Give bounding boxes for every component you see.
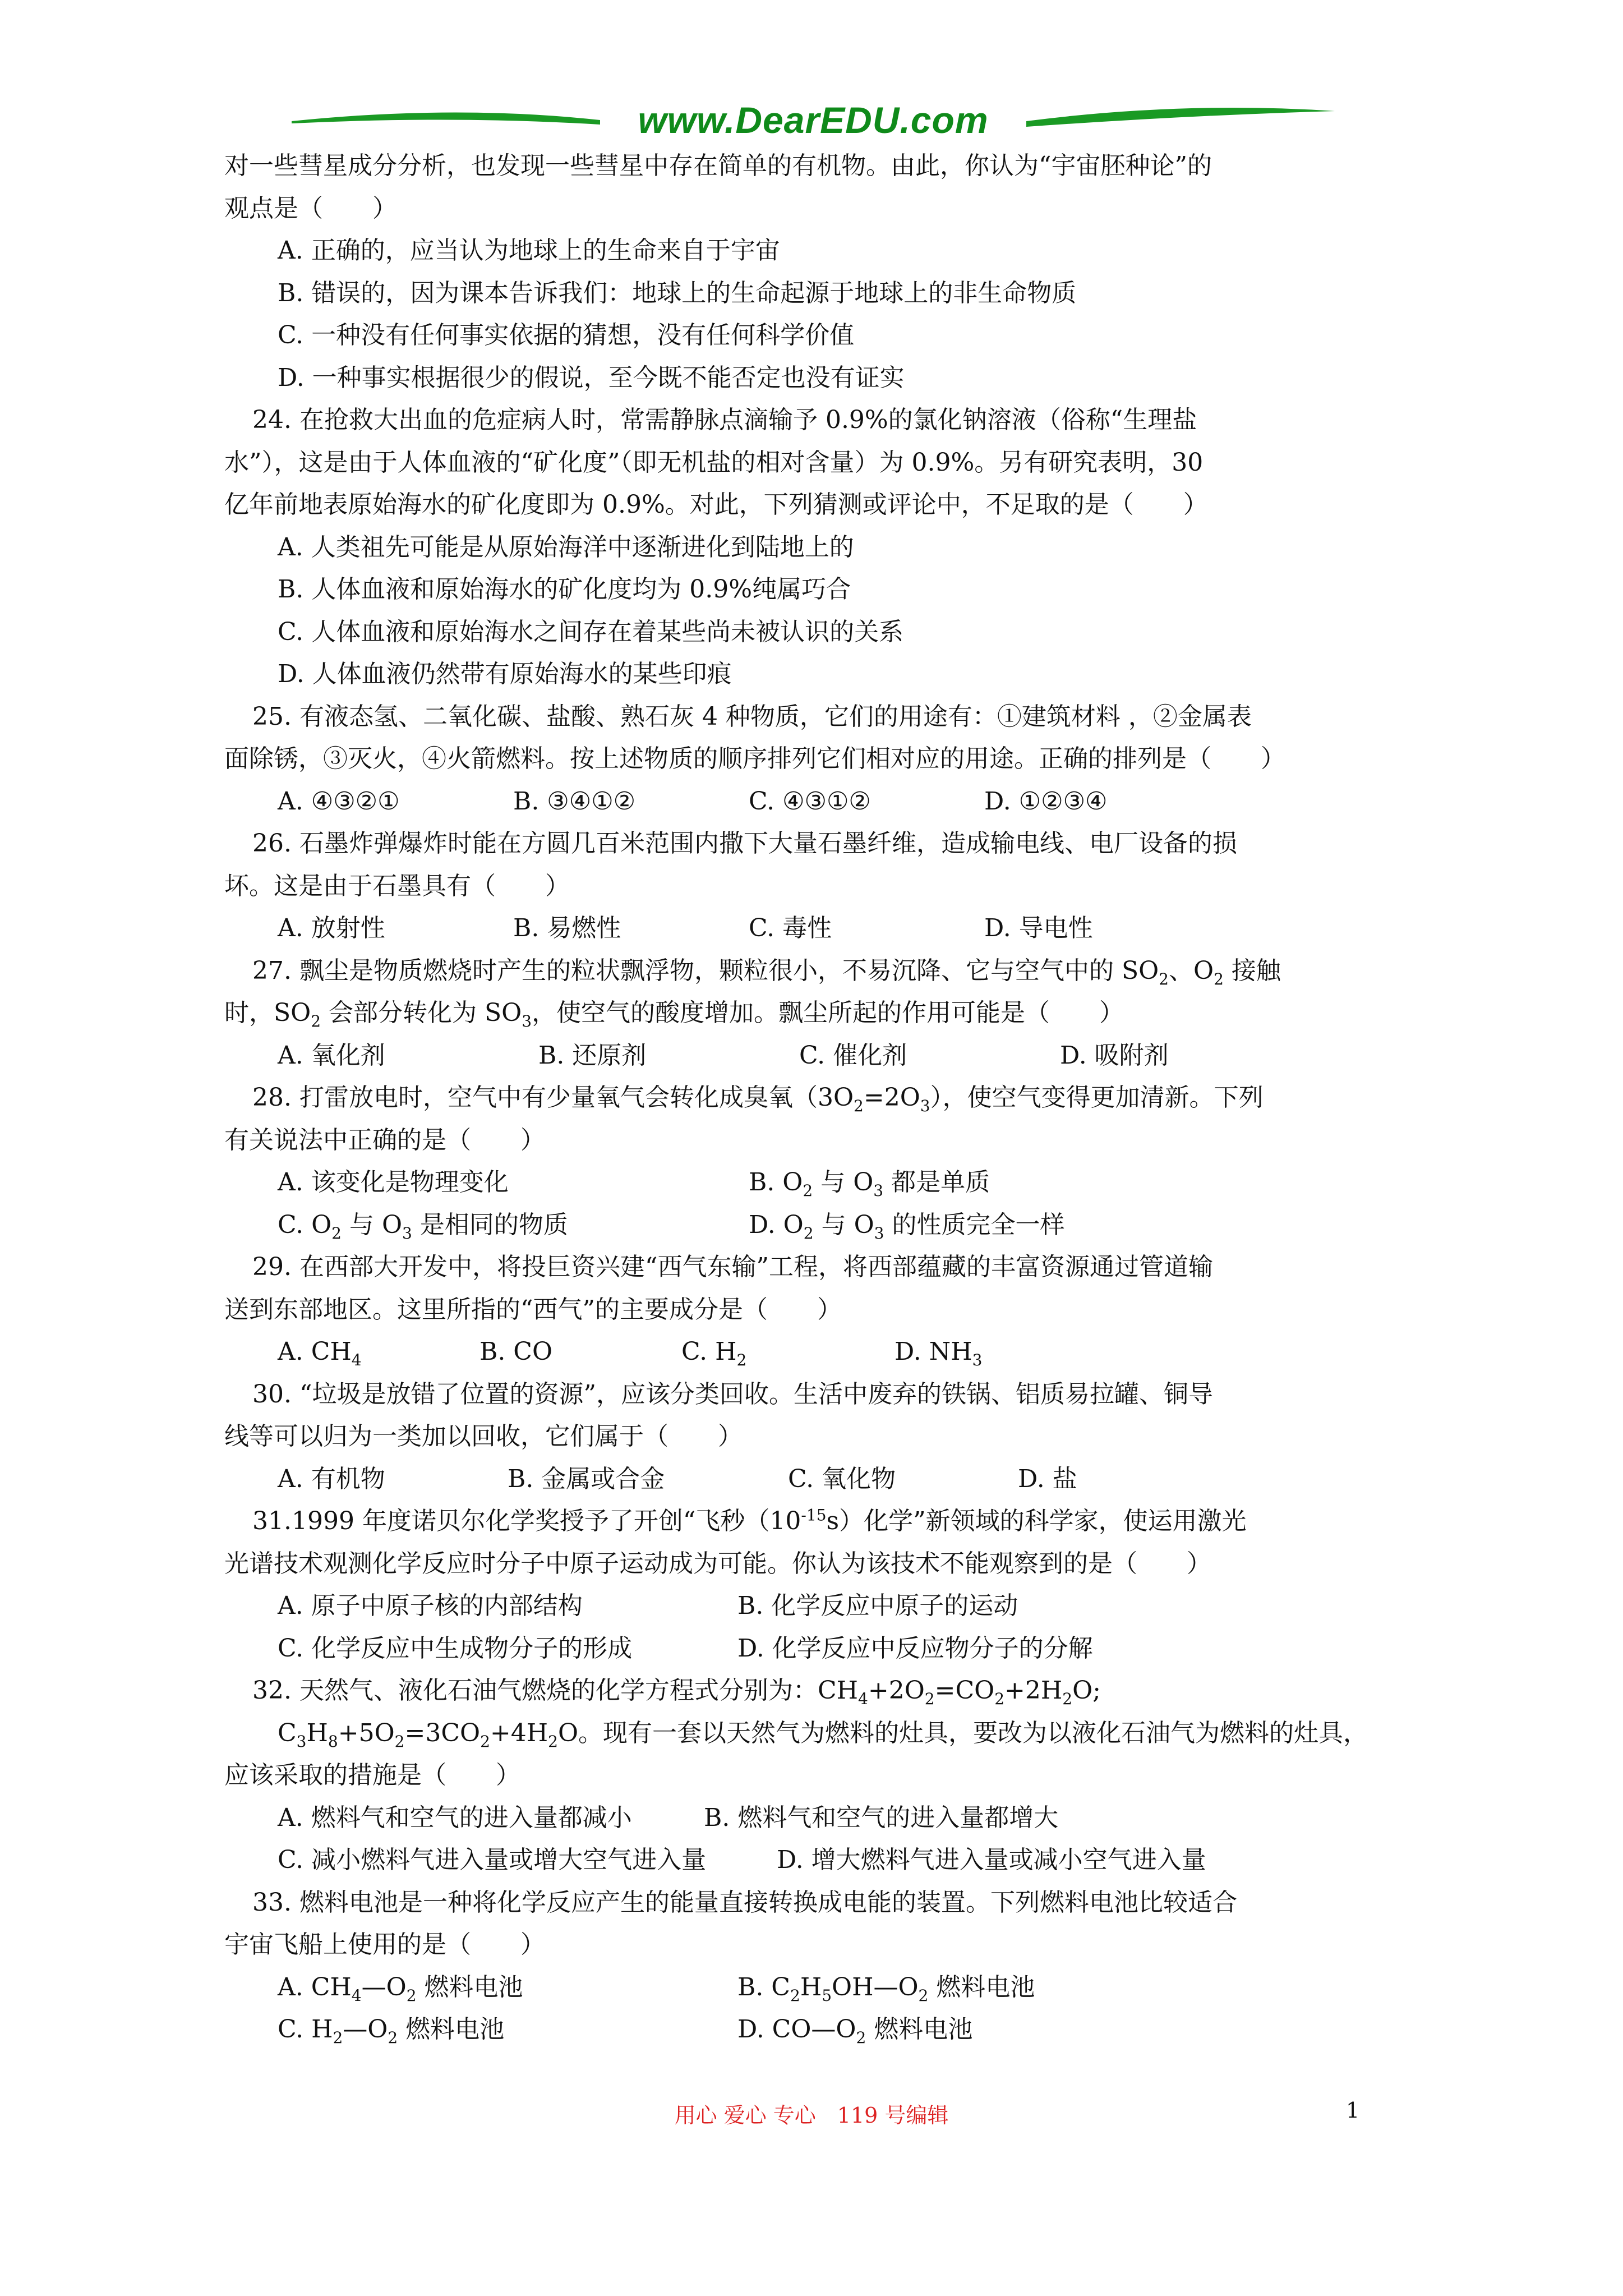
option: B. $C_2H_5OH—O_2$ 燃料电池 bbox=[737, 1972, 1035, 2005]
text-line: 坏。这是由于石墨具有（ ） bbox=[224, 871, 570, 900]
option: A. $CH_4$ bbox=[278, 1337, 362, 1369]
question-31: 31.1999 年度诺贝尔化学奖授予了开创“飞秒$(10^{-15}s)$化学”新领域的科学家，使运用激光 bbox=[252, 1506, 1247, 1535]
option: A. $CH_4—O_2$ 燃料电池 bbox=[278, 1972, 523, 2005]
option: D. $O_2$ 与 $O_3$ 的性质完全一样 bbox=[749, 1210, 1065, 1243]
options-row bbox=[224, 1966, 1408, 2009]
option: B. 金属或合金 bbox=[508, 1464, 665, 1493]
options-row bbox=[224, 907, 1408, 950]
option: B. 化学反应中原子的运动 bbox=[737, 1591, 1018, 1620]
option: D. 盐 bbox=[1018, 1464, 1077, 1493]
options-row bbox=[224, 1839, 1408, 1881]
text-line: 线等可以归为一类加以回收，它们属于（ ） bbox=[224, 1422, 743, 1451]
options-row bbox=[224, 1797, 1408, 1839]
option: C. 氧化物 bbox=[788, 1464, 896, 1493]
site-url: www.DearEDU.com bbox=[638, 99, 989, 141]
text-line: 时，$SO_2$ 会部分转化为 $SO_3$，使空气的酸度增加。飘尘所起的作用可能是（ ） bbox=[224, 999, 1124, 1030]
question-24: 24. 在抢救大出血的危症病人时，常需静脉点滴输予 0.9%的氯化钠溶液（俗称“生理盐 bbox=[252, 406, 1197, 434]
option: D. 增大燃料气进入量或减小空气进入量 bbox=[777, 1846, 1206, 1874]
question-27: 27. 飘尘是物质燃烧时产生的粒状飘浮物，颗粒很小，不易沉降、它与空气中的 $SO_2$、$O_2$ 接触 bbox=[252, 956, 1281, 988]
option: B. 还原剂 bbox=[538, 1041, 647, 1070]
text-line: 观点是（ ） bbox=[224, 194, 397, 223]
option: D. $CO—O_2$ 燃料电池 bbox=[737, 2015, 973, 2047]
option-line: B. 人体血液和原始海水的矿化度均为 0.9%纯属巧合 bbox=[278, 575, 851, 604]
text-line: $C_3H_8+5O_2=3CO_2+4H_2O$。现有一套以天然气为燃料的灶具，要改为以液化石油气为燃料的灶具， bbox=[278, 1718, 1368, 1751]
footer-credit: 用心 爱心 专心 119 号编辑 bbox=[674, 2103, 949, 2128]
option-line: A. 人类祖先可能是从原始海洋中逐渐进化到陆地上的 bbox=[278, 532, 854, 562]
question-30: 30. “垃圾是放错了位置的资源”，应该分类回收。生活中废弃的铁锅、铝质易拉罐、铜导 bbox=[252, 1379, 1213, 1409]
option-line: D. 一种事实根据很少的假说，至今既不能否定也没有证实 bbox=[278, 363, 905, 392]
option: A. 原子中原子核的内部结构 bbox=[278, 1591, 583, 1620]
option: C. 催化剂 bbox=[799, 1041, 907, 1070]
option: B. CO bbox=[479, 1337, 553, 1366]
options-row bbox=[224, 1161, 1408, 1204]
options-row bbox=[224, 1204, 1408, 1246]
option: A. 有机物 bbox=[278, 1464, 385, 1493]
options-row bbox=[224, 1585, 1408, 1627]
option: C. $H_2$ bbox=[681, 1337, 747, 1369]
option: C. 毒性 bbox=[749, 914, 832, 942]
question-33: 33. 燃料电池是一种将化学反应产生的能量直接转换成电能的装置。下列燃料电池比较适合 bbox=[252, 1888, 1237, 1917]
option: D. 导电性 bbox=[984, 914, 1093, 942]
options-row bbox=[224, 1331, 1408, 1373]
option: C. 化学反应中生成物分子的形成 bbox=[278, 1634, 633, 1663]
options-row bbox=[224, 1034, 1408, 1077]
option: A. 燃料气和空气的进入量都减小 bbox=[278, 1803, 632, 1832]
option-line: A. 正确的，应当认为地球上的生命来自于宇宙 bbox=[278, 236, 780, 265]
question-26: 26. 石墨炸弹爆炸时能在方圆几百米范围内撒下大量石墨纤维，造成输电线、电厂设备的损 bbox=[252, 829, 1237, 858]
options-row bbox=[224, 2008, 1408, 2051]
option: B. 燃料气和空气的进入量都增大 bbox=[704, 1803, 1059, 1832]
option: B. 易燃性 bbox=[513, 914, 621, 942]
option: B. $O_2$ 与 $O_3$ 都是单质 bbox=[749, 1168, 990, 1200]
option-line: C. 人体血液和原始海水之间存在着某些尚未被认识的关系 bbox=[278, 617, 904, 646]
option: B. ③④①② bbox=[513, 786, 636, 816]
option-line: C. 一种没有任何事实依据的猜想，没有任何科学价值 bbox=[278, 321, 855, 349]
text-line: 应该采取的措施是（ ） bbox=[224, 1761, 520, 1789]
site-banner bbox=[286, 99, 1340, 144]
question-25: 25. 有液态氢、二氧化碳、盐酸、熟石灰 4 种物质，它们的用途有：①建筑材料 ，②金属表 bbox=[252, 702, 1252, 731]
option: D. 吸附剂 bbox=[1060, 1041, 1169, 1070]
text-line: 亿年前地表原始海水的矿化度即为 0.9%。对此，下列猜测或评论中，不足取的是（ ） bbox=[224, 490, 1208, 519]
option: C. 减小燃料气进入量或增大空气进入量 bbox=[278, 1846, 707, 1874]
document-body bbox=[224, 145, 1408, 2051]
option-line: D. 人体血液仍然带有原始海水的某些印痕 bbox=[278, 660, 732, 688]
page-footer bbox=[0, 2098, 1623, 2132]
option: A. 氧化剂 bbox=[278, 1041, 385, 1070]
option: D. 化学反应中反应物分子的分解 bbox=[737, 1634, 1093, 1663]
question-32: 32. 天然气、液化石油气燃烧的化学方程式分别为：$CH_4+2O_2=CO_2+2H_2O$; bbox=[252, 1676, 1101, 1708]
option: D. $NH_3$ bbox=[895, 1337, 983, 1369]
text-line: 对一些彗星成分分析，也发现一些彗星中存在简单的有机物。由此，你认为“宇宙胚种论”的 bbox=[224, 151, 1212, 180]
option: C. $O_2$ 与 $O_3$ 是相同的物质 bbox=[278, 1210, 568, 1243]
question-29: 29. 在西部大开发中，将投巨资兴建“西气东输”工程，将西部蕴藏的丰富资源通过管道输 bbox=[252, 1253, 1213, 1281]
options-row bbox=[224, 780, 1408, 823]
option: C. $H_2—O_2$ 燃料电池 bbox=[278, 2015, 505, 2047]
text-line: 光谱技术观测化学反应时分子中原子运动成为可能。你认为该技术不能观察到的是（ ） bbox=[224, 1549, 1211, 1578]
options-row bbox=[224, 1458, 1408, 1501]
option: A. ④③②① bbox=[278, 786, 400, 816]
options-row bbox=[224, 1627, 1408, 1670]
text-line: 送到东部地区。这里所指的“西气”的主要成分是（ ） bbox=[224, 1295, 842, 1324]
option: A. 放射性 bbox=[278, 914, 385, 942]
page-number: 1 bbox=[1346, 2098, 1360, 2123]
text-line: 面除锈，③灭火，④火箭燃料。按上述物质的顺序排列它们相对应的用途。正确的排列是（ ） bbox=[224, 744, 1285, 773]
text-line: 有关说法中正确的是（ ） bbox=[224, 1125, 545, 1154]
text-line: 宇宙飞船上使用的是（ ） bbox=[224, 1930, 545, 1959]
question-28: 28. 打雷放电时，空气中有少量氧气会转化成臭氧$(3O_2=2O_3)$，使空气变得更加清新。下列 bbox=[252, 1083, 1264, 1115]
text-line: 水”），这是由于人体血液的“矿化度”（即无机盐的相对含量）为 0.9%。另有研究表明，30 bbox=[224, 448, 1204, 477]
option: A. 该变化是物理变化 bbox=[278, 1168, 509, 1197]
option: C. ④③①② bbox=[749, 786, 871, 816]
option: D. ①②③④ bbox=[984, 786, 1108, 816]
option-line: B. 错误的，因为课本告诉我们：地球上的生命起源于地球上的非生命物质 bbox=[278, 278, 1077, 307]
